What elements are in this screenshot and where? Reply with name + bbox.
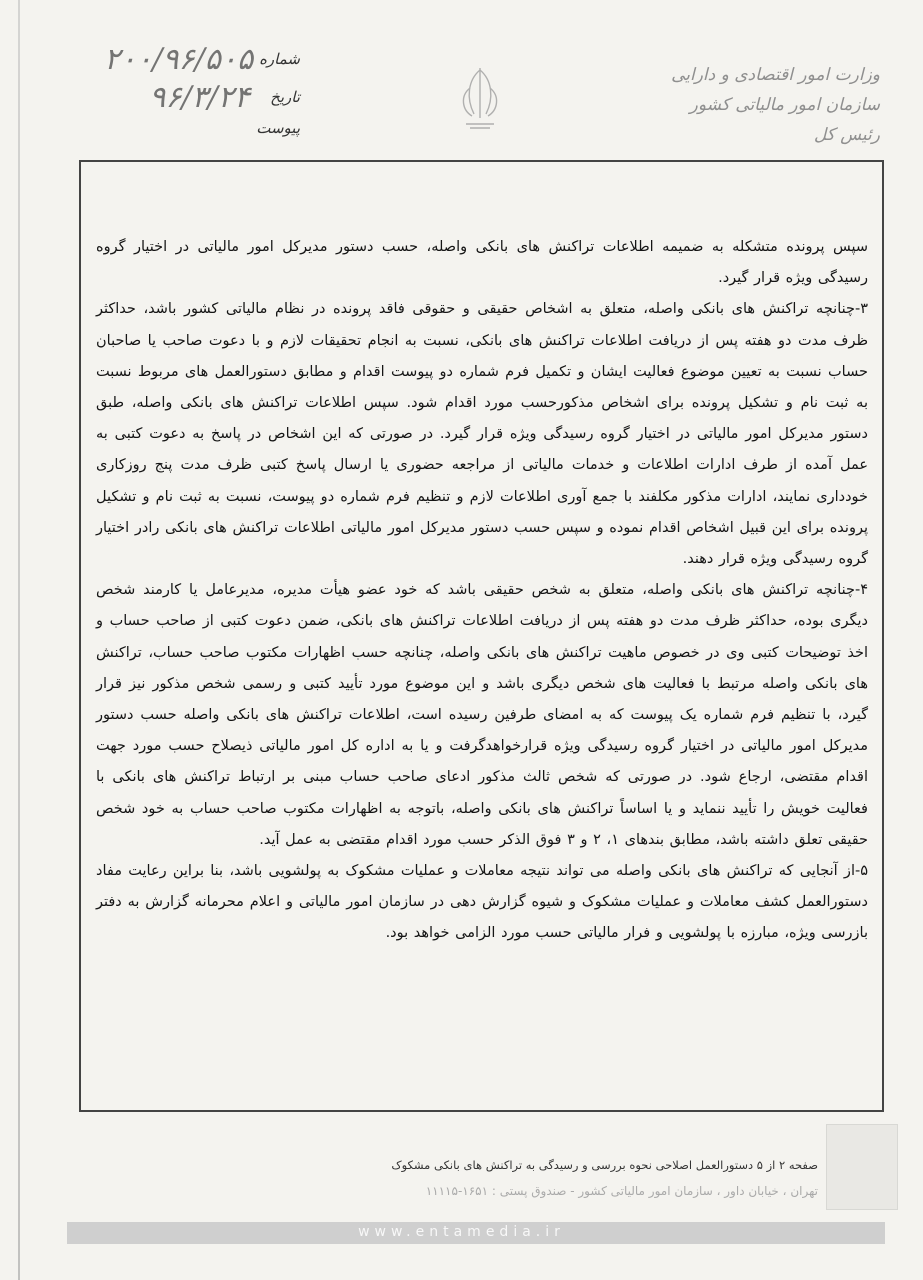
- national-emblem-icon: [440, 58, 520, 138]
- date-label: تاریخ: [270, 88, 300, 106]
- footer-logo-area: [826, 1124, 898, 1210]
- letter-meta: [103, 40, 300, 140]
- paragraph-item-3: ۳-چنانچه تراکنش های بانکی واصله، متعلق به اشخاص حقیقی و حقوقی فاقد پرونده در نظام مالیاتی کشور باشد، حداکثر ظرف مدت دو هفته پس از دریافت اطلاعات تراکنش های بانکی، نسبت به انجام تحقیقات لازم و با دعوت صاحب یا صاحبان حساب نسبت به تعیین موضوع فعالیت ایشان و تکمیل فرم شماره دو پیوست اقدام و مطابق دستورالعمل های مربوط نسبت به ثبت نام و تشکیل پرونده برای اشخاص مذکورحسب مورد اقدام شود. سپس اطلاعات تراکنش های بانکی واصله، طبق دستور مدیرکل امور مالیاتی در اختیار گروه رسیدگی ویژه قرار گیرد. در صورتی که این اشخاص در پاسخ به دعوت کتبی به عمل آمده از طرف ادارات اطلاعات و خدمات مالیاتی از مراجعه حضوری یا ارسال پاسخ کتبی ظرف مدت پنج روزکاری خودداری نمایند، ادارات مذکور مکلفند با جمع آوری اطلاعات لازم و تنظیم فرم شماره دو پیوست، نسبت به ثبت نام و تشکیل پرونده برای این قبیل اشخاص اقدام نموده و سپس حسب دستور مدیرکل امور مالیاتی اطلاعات تراکنش های بانکی رادر اختیار گروه رسیدگی ویژه قرار دهند.: [96, 301, 868, 568]
- date-value: ۹۶/۳/۲۴: [149, 79, 250, 115]
- letter-body: [96, 232, 868, 950]
- watermark: www.entamedia.ir: [358, 1224, 565, 1240]
- page-edge: [18, 0, 20, 1280]
- paragraph-continuation: سپس پرونده متشکله به ضمیمه اطلاعات تراکنش های بانکی واصله، حسب دستور مدیرکل امور مالیاتی در اختیار گروه رسیدگی ویژه قرار گیرد.: [96, 239, 868, 287]
- date-row: [110, 78, 300, 116]
- paragraph-item-5: ۵-از آنجایی که تراکنش های بانکی واصله می تواند نتیجه معاملات و عملیات مشکوک به پولشویی باشد، بنا براین رعایت مفاد دستورالعمل کشف معاملات و عملیات مشکوک و شیوه گزارش دهی در سازمان امور مالیاتی و اعلام محرمانه گزارش به دفتر بازرسی ویژه، مبارزه با پولشویی و فرار مالیاتی حسب مورد الزامی خواهد بود.: [96, 863, 868, 942]
- organization-line-3: رئیس کل: [813, 125, 880, 145]
- page-caption: صفحه ۲ از ۵ دستورالعمل اصلاحی نحوه بررسی و رسیدگی به تراکنش های بانکی مشکوک: [391, 1158, 818, 1172]
- number-row: [103, 40, 300, 78]
- attachment-label: پیوست: [256, 119, 300, 137]
- number-value: ۲۰۰/۹۶/۵۰۵: [103, 41, 254, 77]
- attachment-row: [110, 116, 300, 140]
- organization-line-1: وزارت امور اقتصادی و دارایی: [671, 65, 880, 85]
- paragraph-item-4: ۴-چنانچه تراکنش های بانکی واصله، متعلق به شخص حقیقی باشد که خود عضو هیأت مدیره، مدیرعامل یا کارمند شخص دیگری بوده، حداکثر ظرف مدت دو هفته پس از دریافت اطلاعات تراکنش های بانکی، ضمن دعوت کتبی از صاحب حساب و اخذ توضیحات کتبی وی در خصوص ماهیت تراکنش های بانکی واصله، چنانچه حسب اظهارات مکتوب صاحب حساب، تراکنش های بانکی واصله مرتبط با فعالیت های شخص دیگری باشد و این موضوع مورد تأیید کتبی و رسمی شخص مذکور نیز قرار گیرد، با تنظیم فرم شماره یک پیوست که به امضای طرفین رسیده است، اطلاعات تراکنش های بانکی واصله حسب دستور مدیرکل امور مالیاتی در اختیار گروه رسیدگی ویژه قرارخواهدگرفت و یا به اداره کل امور مالیاتی ذیصلاح حسب مورد جهت اقدام مقتضی، ارجاع شود. در صورتی که شخص ثالث مذکور ادعای صاحب حساب مبنی بر ارتباط تراکنش های بانکی با فعالیت خویش را تأیید ننماید و یا اساساً تراکنش های بانکی واصله، باتوجه به اظهارات مکتوب صاحب حساب به خود شخص حقیقی تعلق داشته باشد، مطابق بندهای ۱، ۲ و ۳ فوق الذکر حسب مورد اقدام مقتضی به عمل آید.: [96, 582, 868, 848]
- number-label: شماره: [259, 50, 300, 68]
- organization-block: [660, 60, 880, 150]
- postal-address: تهران ، خیابان داور ، سازمان امور مالیاتی کشور - صندوق پستی : ۱۶۵۱-۱۱۱۱۵: [425, 1184, 818, 1198]
- letter-header: [0, 0, 923, 160]
- organization-line-2: سازمان امور مالیاتی کشور: [689, 95, 880, 115]
